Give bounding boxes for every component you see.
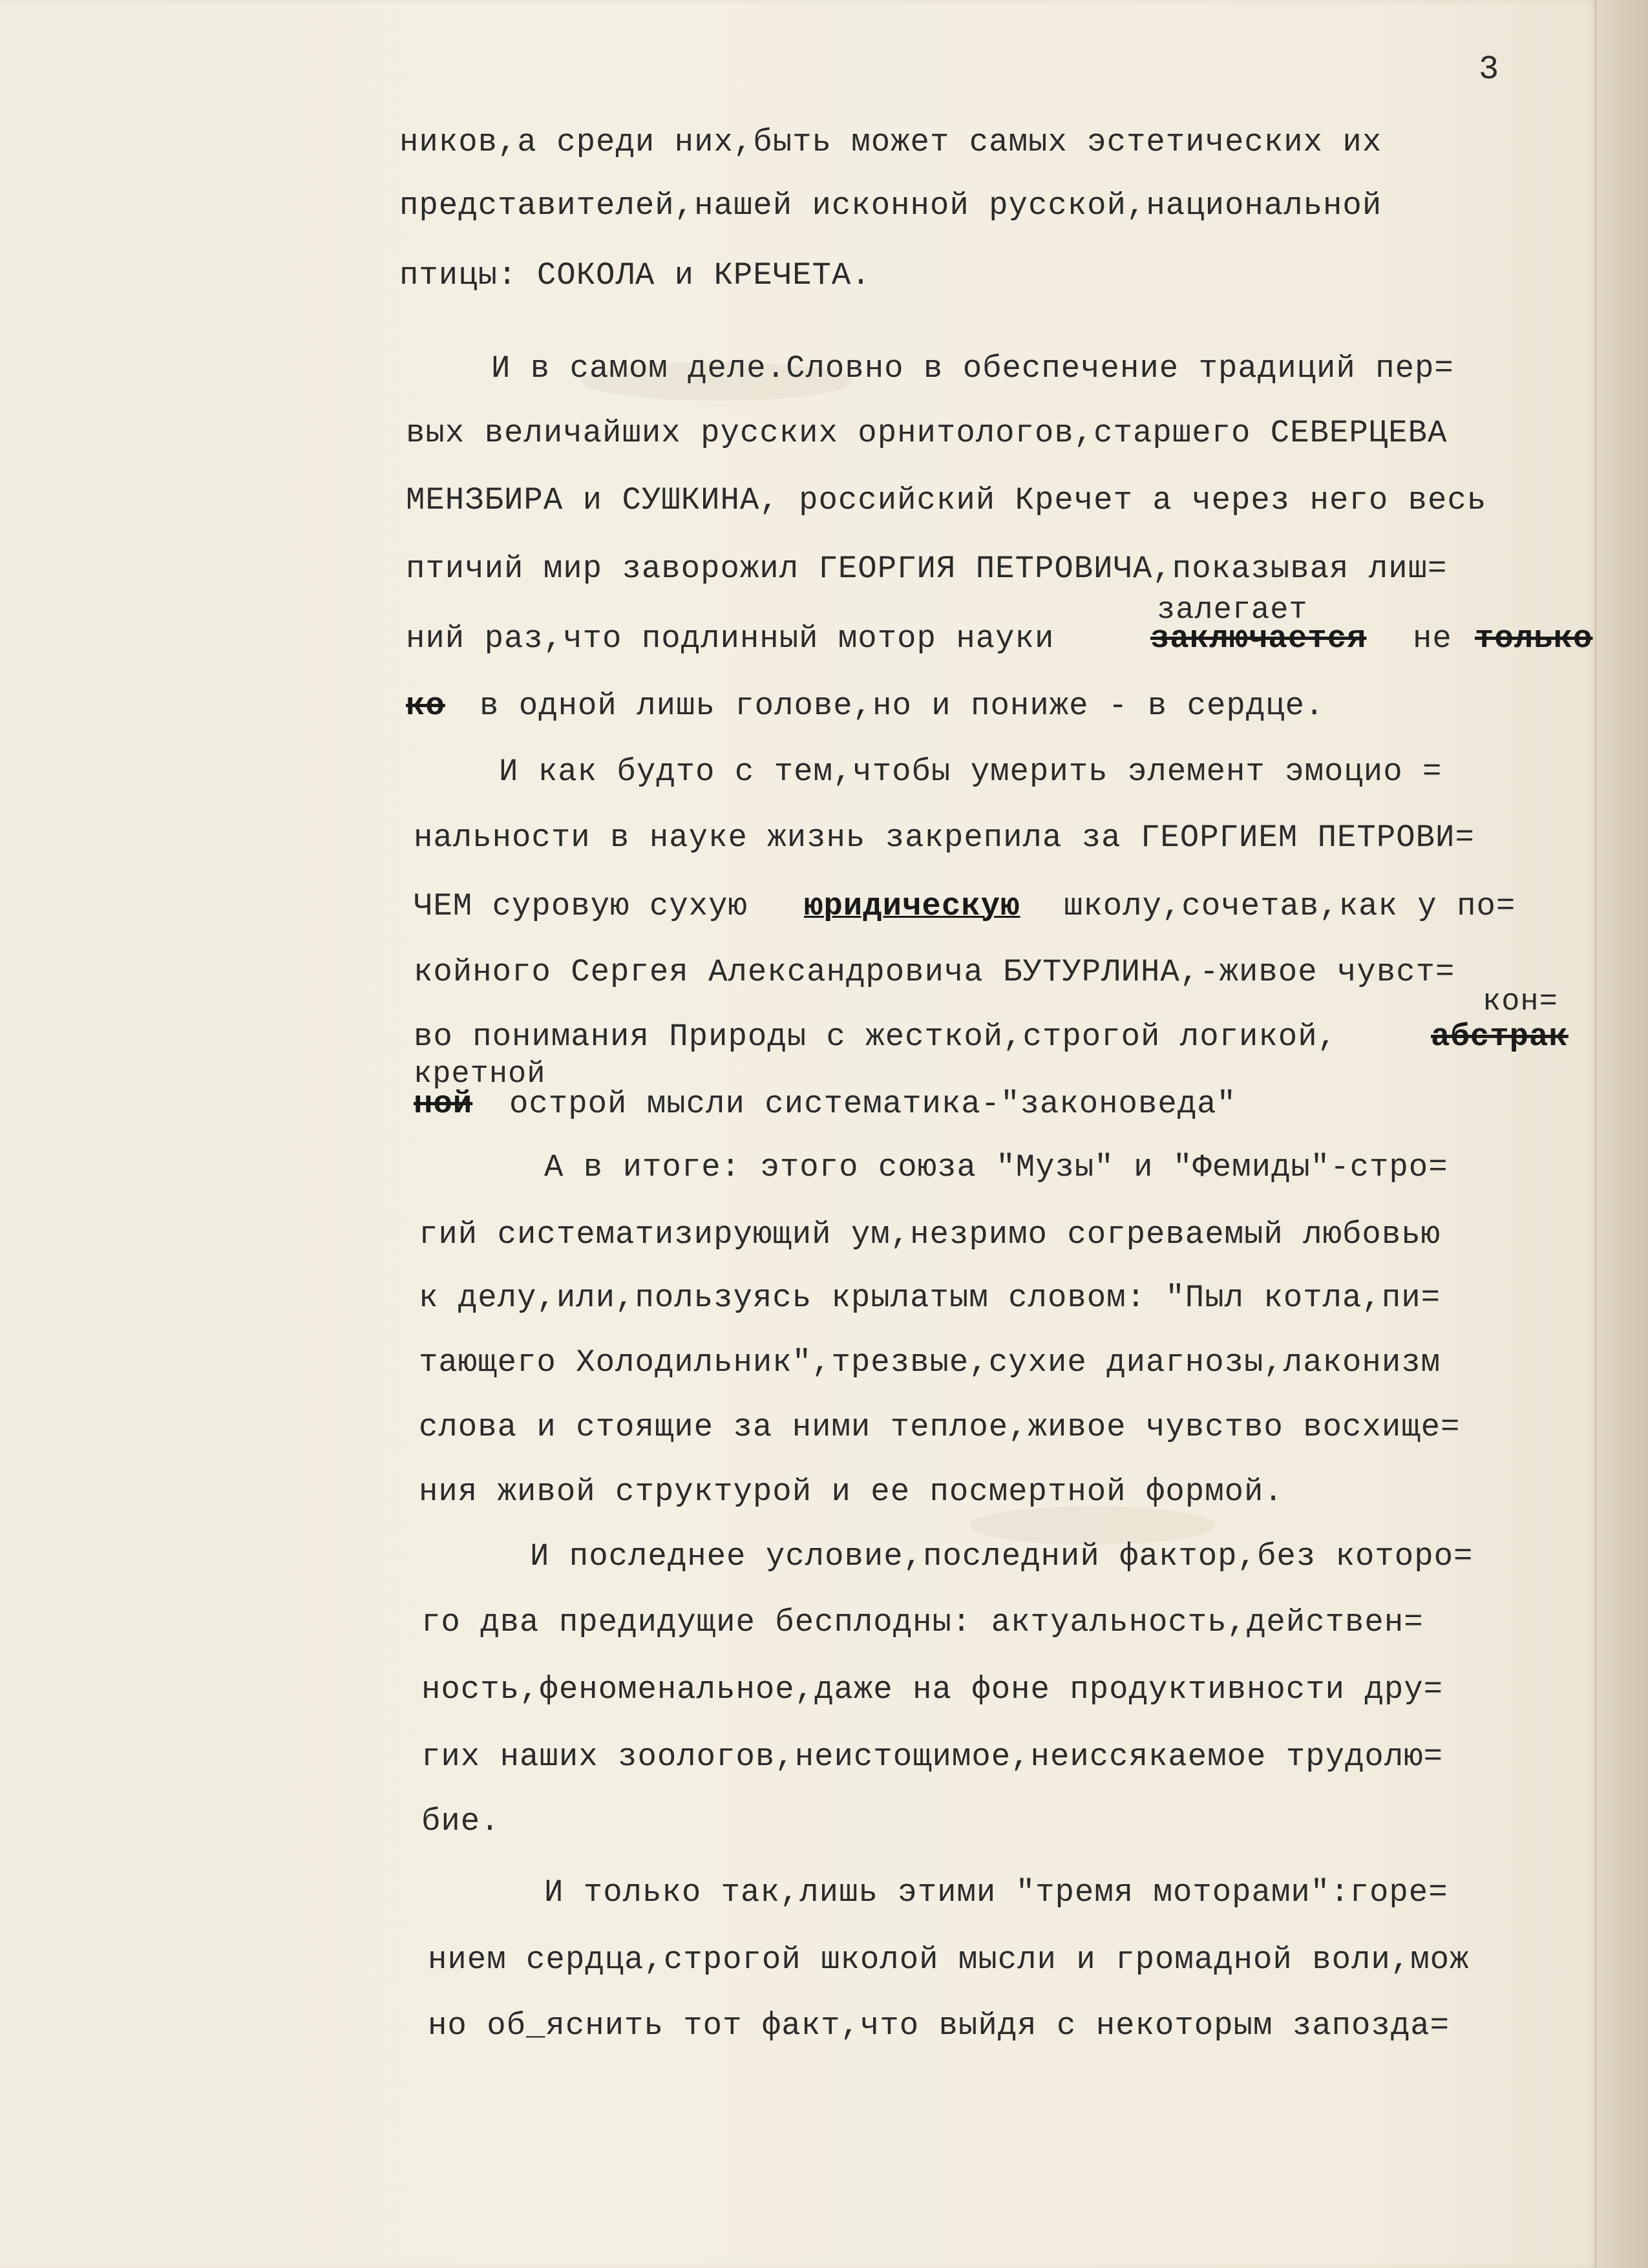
text-line: И только так,лишь этими "тремя моторами":горе=	[544, 1874, 1448, 1911]
handwritten-insertion: залегает	[1157, 593, 1308, 628]
text-line: но об_яснить тот факт,что выйдя с некоторым запозда=	[428, 2008, 1450, 2044]
text-line: школу,сочетав,как у по=	[1064, 888, 1516, 924]
text-line: птицы: СОКОЛА и КРЕЧЕТА.	[399, 257, 871, 293]
text-line: го два предидущие бесплодны: актуальность,действен=	[421, 1604, 1424, 1640]
struck-word: абстрак	[1431, 1019, 1569, 1055]
handwritten-insertion: кретной	[414, 1057, 546, 1092]
text-line: тающего Холодильник",трезвые,сухие диагнозы,лаконизм	[419, 1344, 1441, 1381]
text-line: гий систематизирующий ум,незримо согреваемый любовью	[419, 1216, 1441, 1253]
text-line: бие.	[421, 1803, 500, 1839]
struck-word: заключается	[1150, 620, 1367, 657]
text-line: во понимания Природы с жесткой,строгой логикой,	[414, 1019, 1338, 1055]
text-line: И в самом деле.Словно в обеспечение традиций пер=	[491, 350, 1454, 387]
text-line: койного Сергея Александровича БУТУРЛИНА,-живое чувст=	[414, 954, 1455, 990]
text-line: ность,феноменальное,даже на фоне продуктивности дру=	[421, 1671, 1444, 1708]
page-number: 3	[1479, 50, 1499, 89]
text-line: И последнее условие,последний фактор,без которо=	[530, 1538, 1474, 1574]
text-line: вых величайших русских орнитологов,старшего СЕВЕРЦЕВА	[406, 415, 1448, 451]
struck-word: ной	[414, 1086, 473, 1122]
struck-word: ко	[406, 688, 445, 724]
text-line: птичий мир заворожил ГЕОРГИЯ ПЕТРОВИЧА,показывая лиш=	[406, 551, 1448, 587]
text-line: представителей,нашей исконной русской,национальной	[399, 187, 1382, 224]
text-line: ников,а среди них,быть может самых эстетических их	[399, 124, 1382, 160]
text-line: в одной лишь голове,но и пониже - в сердце.	[480, 688, 1325, 724]
text-line: слова и стоящие за ними теплое,живое чувство восхище=	[419, 1409, 1461, 1445]
handwritten-insertion: кон=	[1483, 985, 1558, 1019]
text-line: ний раз,что подлинный мотор науки	[406, 620, 1055, 657]
underlined-word: юридическую	[804, 888, 1020, 924]
text-line: нием сердца,строгой школой мысли и громадной воли,мож	[428, 1942, 1470, 1978]
text-line: не	[1413, 620, 1452, 657]
text-line: ЧЕМ суровую сухую	[414, 888, 748, 924]
struck-word: только	[1475, 620, 1593, 657]
text-line: МЕНЗБИРА и СУШКИНА, российский Кречет а через него весь	[406, 482, 1487, 518]
text-line: ния живой структурой и ее посмертной формой.	[419, 1474, 1284, 1510]
text-line: к делу,или,пользуясь крылатым словом: "Пыл котла,пи=	[419, 1280, 1441, 1316]
text-line: И как будто с тем,чтобы умерить элемент эмоцио =	[499, 754, 1442, 790]
text-line: гих наших зоологов,неистощимое,неиссякаемое трудолю=	[421, 1739, 1444, 1775]
text-line: нальности в науке жизнь закрепила за ГЕОРГИЕМ ПЕТРОВИ=	[414, 820, 1475, 856]
text-line: острой мысли систематика-"законоведа"	[509, 1086, 1236, 1122]
page-underlay	[1596, 0, 1648, 2268]
text-line: А в итоге: этого союза "Музы" и "Фемиды"-стро=	[544, 1149, 1448, 1185]
